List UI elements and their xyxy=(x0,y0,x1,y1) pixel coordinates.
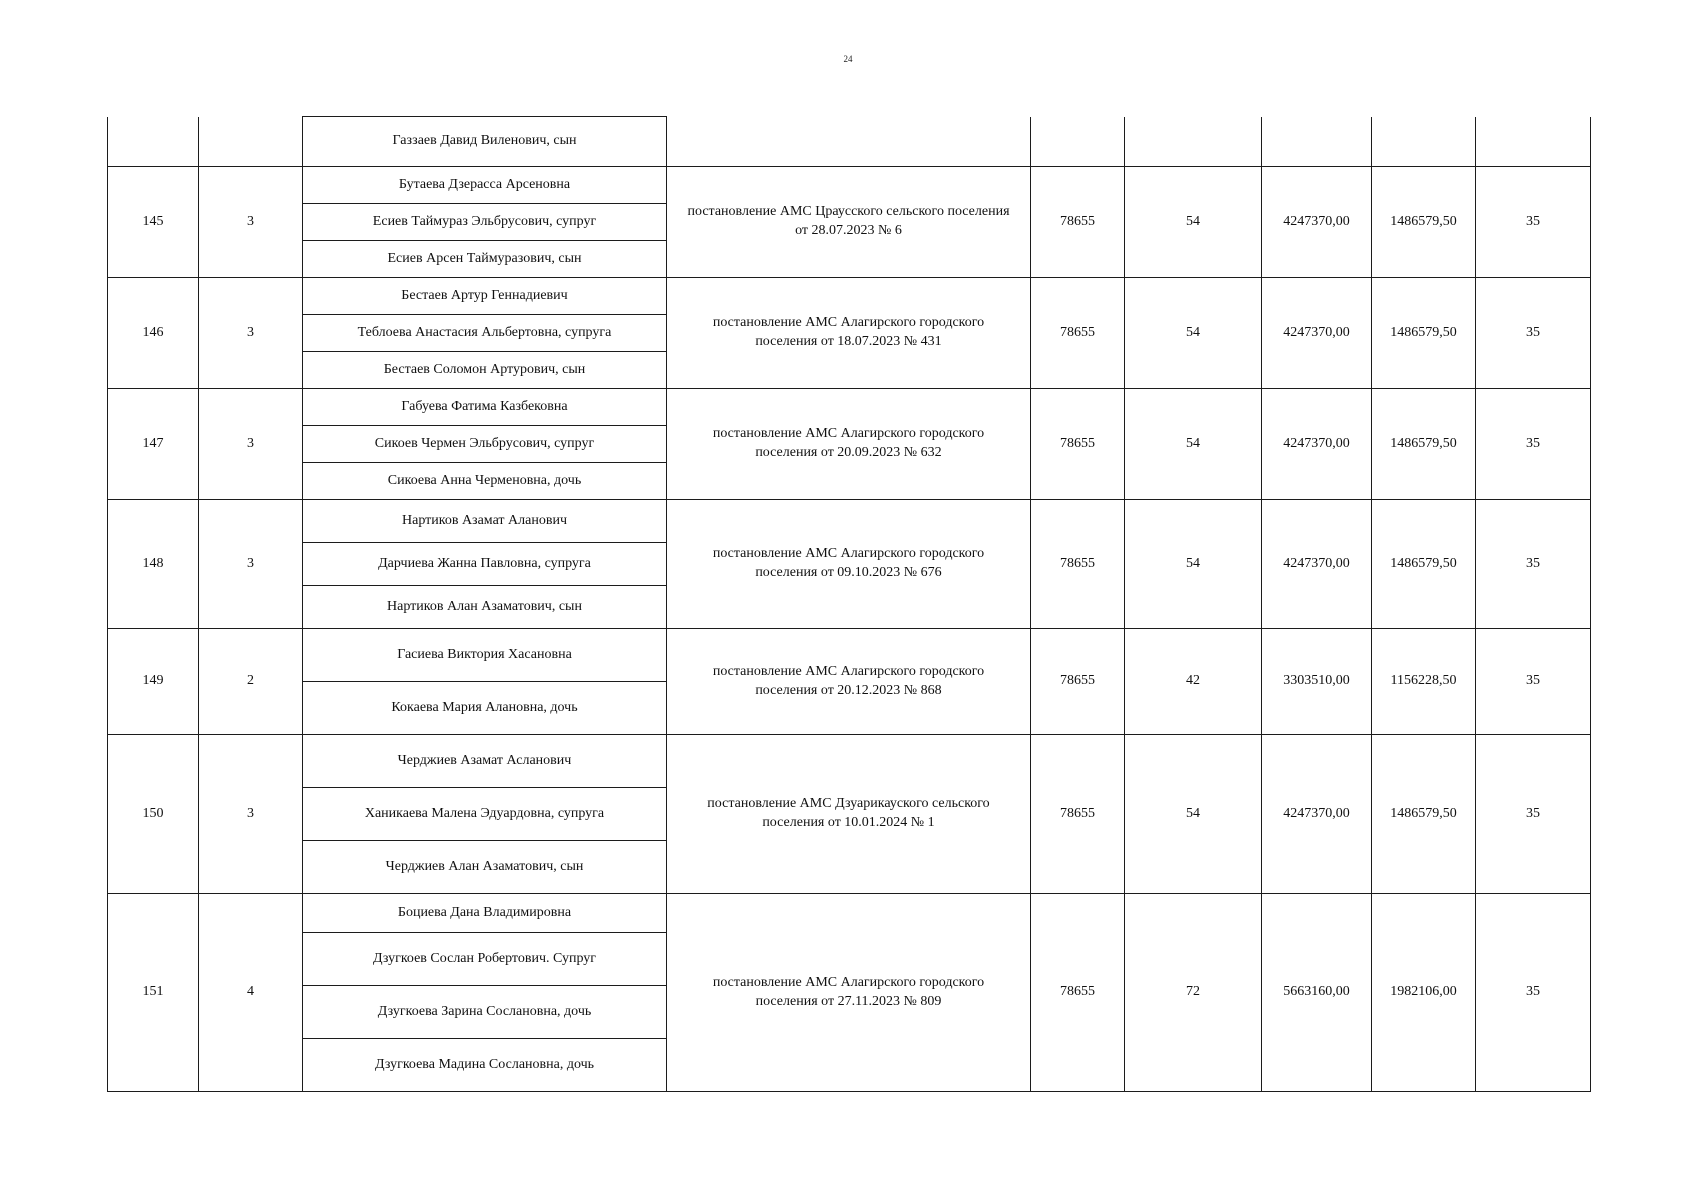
cell-total: 4247370,00 xyxy=(1262,500,1372,629)
cell-member: Нартиков Азамат Аланович xyxy=(303,500,667,543)
document-line: постановление АМС Цраусского сельского поселения xyxy=(687,204,1010,220)
cell-price: 78655 xyxy=(1031,894,1125,1092)
cell-area xyxy=(1125,117,1262,167)
table-body xyxy=(108,117,1591,1092)
document-line: постановление АМС Алагирского городского xyxy=(712,426,985,442)
cell-member: Бестаев Артур Геннадиевич xyxy=(303,278,667,315)
cell-document xyxy=(667,117,1031,167)
cell-payment xyxy=(1372,117,1476,167)
cell-payment: 1486579,50 xyxy=(1372,500,1476,629)
cell-price: 78655 xyxy=(1031,629,1125,735)
cell-percent: 35 xyxy=(1476,167,1591,278)
document-line: постановление АМС Алагирского городского xyxy=(712,663,985,679)
cell-member: Дзугкоев Сослан Робертович. Супруг xyxy=(303,933,667,986)
cell-percent: 35 xyxy=(1476,735,1591,894)
document-line: поселения от 20.12.2023 № 868 xyxy=(755,682,942,698)
document-line: поселения от 20.09.2023 № 632 xyxy=(755,445,942,460)
cell-price: 78655 xyxy=(1031,735,1125,894)
cell-num: 148 xyxy=(108,500,199,629)
cell-document xyxy=(667,894,1031,1092)
cell-member: Сикоев Чермен Эльбрусович, супруг xyxy=(303,426,667,463)
cell-area: 54 xyxy=(1125,735,1262,894)
cell-member: Черджиев Алан Азаматович, сын xyxy=(303,841,667,894)
cell-percent: 35 xyxy=(1476,389,1591,500)
cell-area: 42 xyxy=(1125,629,1262,735)
table-row xyxy=(108,894,1591,933)
document-line: поселения от 18.07.2023 № 431 xyxy=(755,334,942,349)
cell-member: Нартиков Алан Азаматович, сын xyxy=(303,586,667,629)
cell-total: 4247370,00 xyxy=(1262,389,1372,500)
cell-count xyxy=(199,117,303,167)
cell-payment: 1486579,50 xyxy=(1372,167,1476,278)
table-row xyxy=(108,629,1591,682)
cell-percent: 35 xyxy=(1476,500,1591,629)
cell-document xyxy=(667,735,1031,894)
document-line: поселения от 27.11.2023 № 809 xyxy=(755,993,942,1009)
table-row xyxy=(108,735,1591,788)
cell-total: 3303510,00 xyxy=(1262,629,1372,735)
register-table xyxy=(107,116,1591,1092)
cell-member: Ханикаева Малена Эдуардовна, супруга xyxy=(303,788,667,841)
cell-payment: 1156228,50 xyxy=(1372,629,1476,735)
cell-num: 146 xyxy=(108,278,199,389)
cell-member: Дарчиева Жанна Павловна, супруга xyxy=(303,543,667,586)
cell-price: 78655 xyxy=(1031,278,1125,389)
cell-member: Бестаев Соломон Артурович, сын xyxy=(303,352,667,389)
document-line: постановление АМС Алагирского городского xyxy=(712,546,985,562)
cell-payment: 1486579,50 xyxy=(1372,735,1476,894)
document-line: поселения от 09.10.2023 № 676 xyxy=(755,565,942,580)
document-line: поселения от 10.01.2024 № 1 xyxy=(762,815,935,830)
cell-payment: 1982106,00 xyxy=(1372,894,1476,1092)
document-line: постановление АМС Дзуарикауского сельского xyxy=(707,796,990,812)
cell-member: Черджиев Азамат Асланович xyxy=(303,735,667,788)
cell-num: 151 xyxy=(108,894,199,1092)
cell-area: 72 xyxy=(1125,894,1262,1092)
cell-num: 147 xyxy=(108,389,199,500)
cell-area: 54 xyxy=(1125,167,1262,278)
cell-document xyxy=(667,629,1031,735)
cell-price: 78655 xyxy=(1031,167,1125,278)
cell-document xyxy=(667,167,1031,278)
cell-count: 3 xyxy=(199,735,303,894)
cell-price: 78655 xyxy=(1031,389,1125,500)
cell-count: 2 xyxy=(199,629,303,735)
cell-total: 4247370,00 xyxy=(1262,167,1372,278)
cell-member: Есиев Арсен Таймуразович, сын xyxy=(303,241,667,278)
page-number: 24 xyxy=(843,54,853,64)
cell-member: Есиев Таймураз Эльбрусович, супруг xyxy=(303,204,667,241)
cell-count: 4 xyxy=(199,894,303,1092)
document-line: от 28.07.2023 № 6 xyxy=(795,223,902,238)
cell-percent xyxy=(1476,117,1591,167)
cell-count: 3 xyxy=(199,500,303,629)
cell-document xyxy=(667,278,1031,389)
cell-count: 3 xyxy=(199,389,303,500)
cell-total xyxy=(1262,117,1372,167)
cell-total: 4247370,00 xyxy=(1262,735,1372,894)
cell-member: Габуева Фатима Казбековна xyxy=(303,389,667,426)
cell-payment: 1486579,50 xyxy=(1372,278,1476,389)
cell-percent: 35 xyxy=(1476,629,1591,735)
cell-percent: 35 xyxy=(1476,894,1591,1092)
cell-member: Теблоева Анастасия Альбертовна, супруга xyxy=(303,315,667,352)
table-row xyxy=(108,500,1591,543)
cell-document xyxy=(667,500,1031,629)
table-row xyxy=(108,278,1591,315)
cell-payment: 1486579,50 xyxy=(1372,389,1476,500)
cell-member: Кокаева Мария Алановна, дочь xyxy=(303,682,667,735)
cell-member: Дзугкоева Зарина Сослановна, дочь xyxy=(303,986,667,1039)
cell-area: 54 xyxy=(1125,389,1262,500)
table-row xyxy=(108,167,1591,204)
cell-count: 3 xyxy=(199,167,303,278)
cell-count: 3 xyxy=(199,278,303,389)
cell-num xyxy=(108,117,199,167)
cell-percent: 35 xyxy=(1476,278,1591,389)
cell-area: 54 xyxy=(1125,278,1262,389)
cell-member: Сикоева Анна Черменовна, дочь xyxy=(303,463,667,500)
document-line: постановление АМС Алагирского городского xyxy=(712,315,985,331)
cell-num: 145 xyxy=(108,167,199,278)
cell-area: 54 xyxy=(1125,500,1262,629)
cell-member: Гасиева Виктория Хасановна xyxy=(303,629,667,682)
carry-over-row xyxy=(108,117,1591,167)
cell-num: 150 xyxy=(108,735,199,894)
cell-member: Дзугкоева Мадина Сослановна, дочь xyxy=(303,1039,667,1092)
cell-document xyxy=(667,389,1031,500)
cell-member: Газзаев Давид Виленович, сын xyxy=(303,117,667,167)
cell-num: 149 xyxy=(108,629,199,735)
cell-total: 5663160,00 xyxy=(1262,894,1372,1092)
cell-price: 78655 xyxy=(1031,500,1125,629)
cell-member: Бутаева Дзерасса Арсеновна xyxy=(303,167,667,204)
cell-total: 4247370,00 xyxy=(1262,278,1372,389)
document-line: постановление АМС Алагирского городского xyxy=(712,974,985,990)
table-row xyxy=(108,389,1591,426)
cell-member: Боциева Дана Владимировна xyxy=(303,894,667,933)
cell-price xyxy=(1031,117,1125,167)
